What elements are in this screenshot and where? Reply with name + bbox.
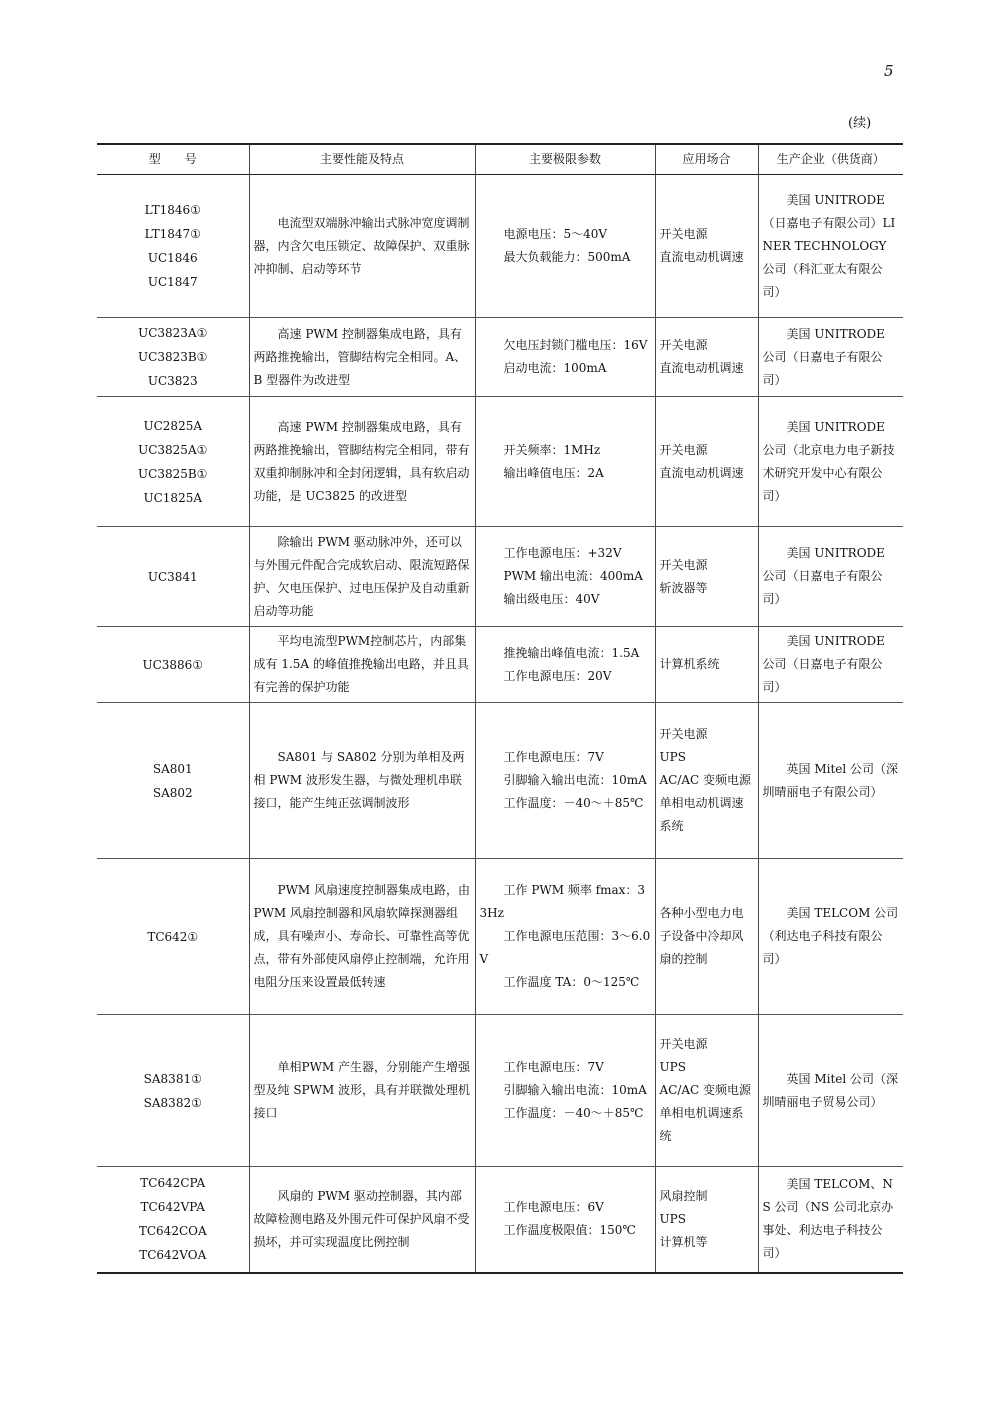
application-item: 直流电动机调速 xyxy=(659,361,744,375)
model-name: UC1847 xyxy=(147,275,198,289)
applications-cell xyxy=(655,397,758,527)
limit-item: 工作电源电压：+32V xyxy=(503,546,622,560)
column-header-manufacturer: 生产企业（供货商） xyxy=(758,144,903,175)
limit-item: 工作温度：－40～＋85℃ xyxy=(503,1106,644,1120)
limit-item: 工作温度：－40～＋85℃ xyxy=(503,796,644,810)
applications-cell xyxy=(655,627,758,703)
model-name: UC3825A① xyxy=(138,442,208,457)
limit-item: 工作 PWM 频率 fmax：33Hz xyxy=(479,883,646,920)
features-cell: 高速 PWM 控制器集成电路，具有两路推挽输出，管脚结构完全相同。A、B 型器件为改进型 xyxy=(249,318,475,397)
limit-item: 工作电源电压范围：3～6.0V xyxy=(479,929,651,966)
model-name: UC2825A xyxy=(143,418,202,433)
model-cell xyxy=(97,175,249,318)
application-item: UPS xyxy=(659,1060,686,1074)
model-cell xyxy=(97,703,249,859)
manufacturer-cell: 美国 UNITRODE 公司（日嘉电子有限公司） xyxy=(758,527,903,627)
column-header-applications: 应用场合 xyxy=(655,144,758,175)
limit-item: 电源电压：5～40V xyxy=(503,227,608,241)
model-name: UC1825A xyxy=(143,490,202,505)
model-name: UC3823A① xyxy=(138,326,208,340)
manufacturer-cell: 美国 TELCOM、NS 公司（NS 公司北京办事处、利达电子科技公司） xyxy=(758,1167,903,1273)
applications-cell xyxy=(655,1015,758,1167)
model-name: LT1846① xyxy=(144,203,201,217)
model-name: UC3886① xyxy=(142,657,204,672)
model-name: TC642VOA xyxy=(139,1248,207,1263)
limit-item: 欠电压封锁门槛电压：16V xyxy=(503,338,648,352)
model-name: SA8381① xyxy=(143,1071,202,1086)
limit-item: 输出级电压：40V xyxy=(503,592,600,606)
limit-item: PWM 输出电流：400mA xyxy=(503,569,643,583)
table-row xyxy=(97,527,903,627)
limit-item: 引脚输入输出电流：10mA xyxy=(503,773,647,787)
limits-cell xyxy=(475,1167,655,1273)
column-header-model: 型 号 xyxy=(97,144,249,175)
model-cell xyxy=(97,859,249,1015)
limit-item: 工作电源电压：6V xyxy=(503,1200,604,1215)
features-cell: SA801 与 SA802 分别为单相及两相 PWM 波形发生器，与微处理机串联接口，能产生纯正弦调制波形 xyxy=(249,703,475,859)
features-cell: 电流型双端脉冲输出式脉冲宽度调制器，内含欠电压锁定、故障保护、双重脉冲抑制、启动等环节 xyxy=(249,175,475,318)
application-item: 计算机等 xyxy=(659,1234,708,1249)
model-name: SA802 xyxy=(152,785,193,800)
table-row xyxy=(97,397,903,527)
model-cell xyxy=(97,1167,249,1273)
application-item: 开关电源 xyxy=(659,1037,708,1051)
limit-item: 引脚输入输出电流：10mA xyxy=(503,1083,647,1097)
features-cell: PWM 风扇速度控制器集成电路，由 PWM 风扇控制器和风扇软障探测器组成，具有噪声小、寿命长、可靠性高等优点，带有外部使风扇停止控制端，允许用电阻分压来设置最低转速 xyxy=(249,859,475,1015)
model-name: UC3841 xyxy=(147,569,198,584)
application-item: 开关电源 xyxy=(659,727,708,741)
table-row xyxy=(97,859,903,1015)
table-row xyxy=(97,627,903,703)
application-item: AC/AC 变频电源 xyxy=(659,1083,752,1097)
application-item: 开关电源 xyxy=(659,442,708,457)
table-row xyxy=(97,1167,903,1273)
limit-item: 启动电流：100mA xyxy=(503,361,607,375)
model-name: UC1846 xyxy=(147,251,198,265)
model-name: LT1847① xyxy=(144,227,201,241)
limit-item: 工作温度极限值：150℃ xyxy=(503,1223,636,1238)
limits-cell xyxy=(475,397,655,527)
model-cell xyxy=(97,1015,249,1167)
manufacturer-cell: 美国 UNITRODE 公司（日嘉电子有限公司） xyxy=(758,627,903,703)
application-item: 开关电源 xyxy=(659,227,708,241)
manufacturer-cell: 美国 UNITRODE（日嘉电子有限公司）LINER TECHNOLOGY 公司（科汇亚太有限公司） xyxy=(758,175,903,318)
model-name: UC3825B① xyxy=(138,466,208,481)
table-row xyxy=(97,703,903,859)
application-item: 直流电动机调速 xyxy=(659,250,744,264)
features-cell: 单相PWM 产生器，分别能产生增强型及纯 SPWM 波形，具有并联微处理机接口 xyxy=(249,1015,475,1167)
model-cell xyxy=(97,627,249,703)
limits-cell xyxy=(475,175,655,318)
application-item: 开关电源 xyxy=(659,338,708,352)
model-name: TC642VPA xyxy=(140,1200,205,1215)
application-item: 各种小型电力电子设备中冷却风扇的控制 xyxy=(659,906,744,966)
limits-cell xyxy=(475,1015,655,1167)
limit-item: 工作温度 TA：0～125℃ xyxy=(503,975,640,989)
table-row xyxy=(97,175,903,318)
limits-cell xyxy=(475,859,655,1015)
application-item: 直流电动机调速 xyxy=(659,465,744,480)
manufacturer-cell: 美国 UNITRODE 公司（日嘉电子有限公司） xyxy=(758,318,903,397)
continued-label: (续) xyxy=(848,116,872,131)
model-cell xyxy=(97,318,249,397)
model-name: TC642COA xyxy=(138,1224,207,1239)
manufacturer-cell: 美国 UNITRODE 公司（北京电力电子新技术研究开发中心有限公司） xyxy=(758,397,903,527)
table-row xyxy=(97,1015,903,1167)
applications-cell xyxy=(655,1167,758,1273)
column-header-features: 主要性能及特点 xyxy=(249,144,475,175)
application-item: UPS xyxy=(659,750,686,764)
model-name: UC3823 xyxy=(147,374,198,388)
application-item: 计算机系统 xyxy=(659,657,720,671)
manufacturer-cell: 美国 TELCOM 公司（利达电子科技有限公司） xyxy=(758,859,903,1015)
limit-item: 工作电源电压：7V xyxy=(503,750,604,764)
model-name: SA801 xyxy=(152,761,193,776)
table-row xyxy=(97,318,903,397)
limit-item: 开关频率：1MHz xyxy=(503,442,601,457)
limit-item: 最大负载能力：500mA xyxy=(503,250,631,264)
model-name: TC642① xyxy=(147,929,199,944)
column-header-limits: 主要极限参数 xyxy=(475,144,655,175)
limit-item: 输出峰值电压：2A xyxy=(503,465,604,480)
features-cell: 除输出 PWM 驱动脉冲外，还可以与外围元件配合完成软启动、限流短路保护、欠电压保护、过电压保护及自动重新启动等功能 xyxy=(249,527,475,627)
applications-cell xyxy=(655,175,758,318)
table-header-row xyxy=(97,144,903,175)
manufacturer-cell: 英国 Mitel 公司（深圳晴丽电子有限公司） xyxy=(758,703,903,859)
limits-cell xyxy=(475,703,655,859)
limit-item: 推挽输出峰值电流：1.5A xyxy=(503,645,640,660)
model-name: SA8382① xyxy=(143,1095,202,1110)
limit-item: 工作电源电压：7V xyxy=(503,1060,604,1074)
limits-cell xyxy=(475,627,655,703)
features-cell: 平均电流型PWM控制芯片，内部集成有 1.5A 的峰值推挽输出电路，并且具有完善的保护功能 xyxy=(249,627,475,703)
model-cell xyxy=(97,397,249,527)
model-name: UC3823B① xyxy=(138,350,208,364)
limit-item: 工作电源电压：20V xyxy=(503,668,612,683)
applications-cell xyxy=(655,527,758,627)
features-cell: 高速 PWM 控制器集成电路，具有两路推挽输出，管脚结构完全相同，带有双重抑制脉冲和全封闭逻辑，具有软启动功能，是 UC3825 的改进型 xyxy=(249,397,475,527)
application-item: 斩波器等 xyxy=(659,580,708,595)
applications-cell xyxy=(655,703,758,859)
application-item: UPS xyxy=(659,1211,686,1226)
application-item: 开关电源 xyxy=(659,557,708,572)
applications-cell xyxy=(655,318,758,397)
spec-table xyxy=(97,143,903,1274)
model-cell xyxy=(97,527,249,627)
manufacturer-cell: 英国 Mitel 公司（深圳晴丽电子贸易公司） xyxy=(758,1015,903,1167)
applications-cell xyxy=(655,859,758,1015)
application-item: AC/AC 变频电源 xyxy=(659,773,752,787)
features-cell: 风扇的 PWM 驱动控制器，其内部故障检测电路及外围元件可保护风扇不受损坏，并可实现温度比例控制 xyxy=(249,1167,475,1273)
model-name: TC642CPA xyxy=(140,1176,206,1191)
limits-cell xyxy=(475,318,655,397)
application-item: 风扇控制 xyxy=(659,1188,708,1203)
page-number: 5 xyxy=(884,62,894,80)
limits-cell xyxy=(475,527,655,627)
application-item: 单相电机调速系统 xyxy=(659,1106,744,1143)
application-item: 单相电动机调速系统 xyxy=(659,796,744,833)
